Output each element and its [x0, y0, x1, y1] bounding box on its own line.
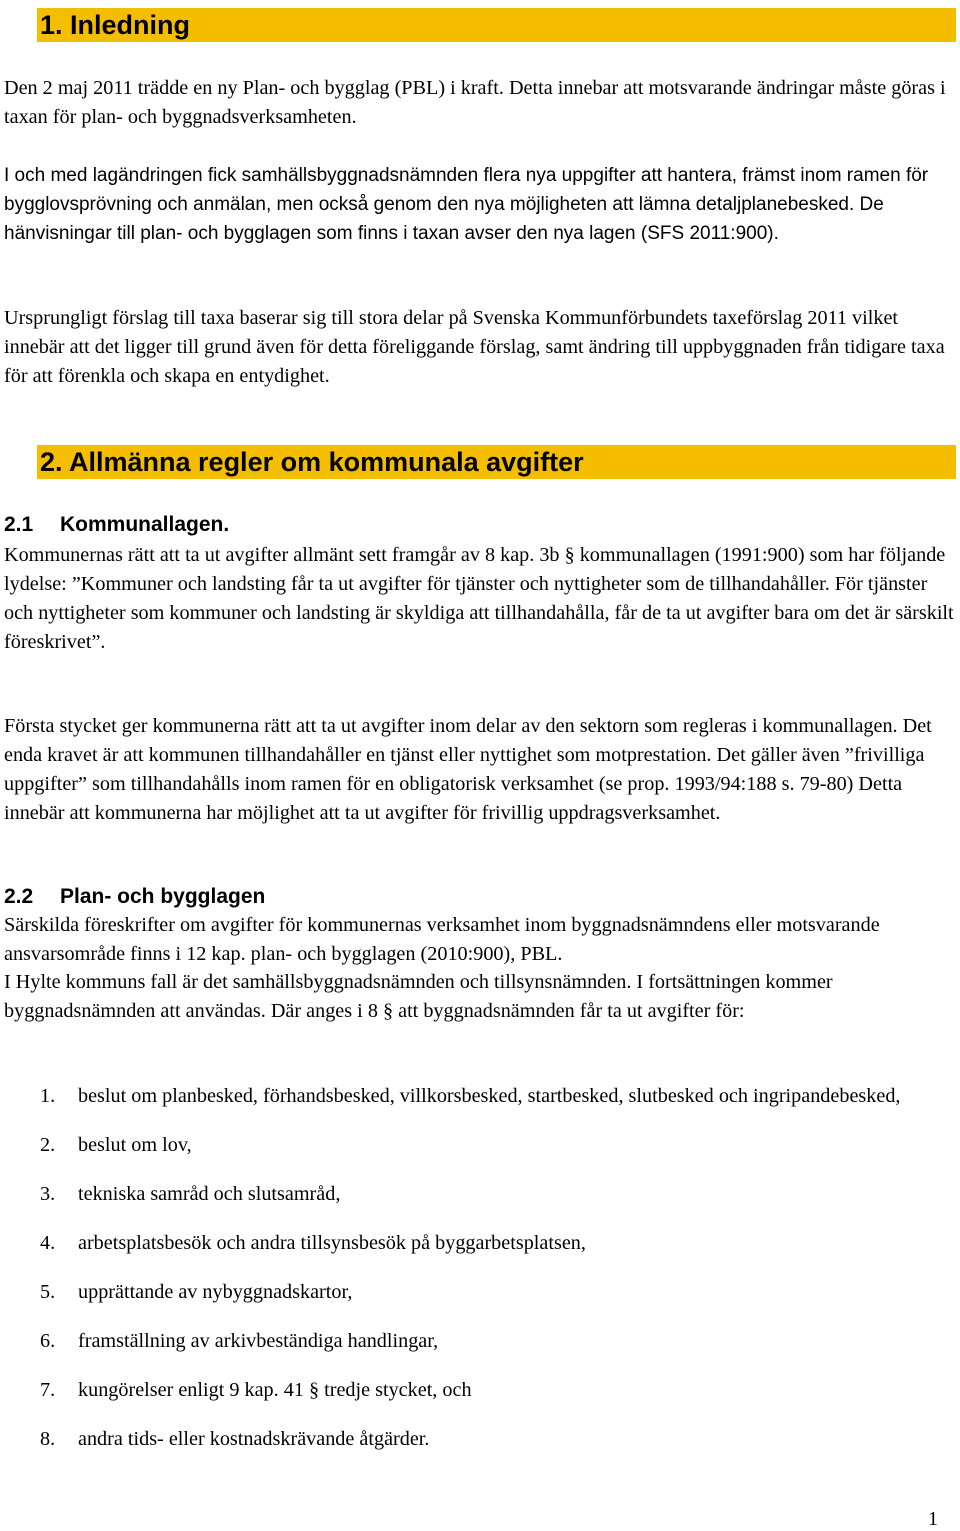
list-item [0, 1376, 950, 1405]
kommunallagen-paragraph-2: Första stycket ger kommunerna rätt att ta ut avgifter inom delar av den sektorn som regleras i kommunallagen. Det enda kravet är att kommunen tillhandahåller en tjänst eller nyttighet som motprestation. Det gäller även ”frivilliga uppgifter” som tillhandahålls inom ramen för en obligatorisk verksamhet (se prop. 1993/94:188 s. 79-80) Detta innebär att kommunerna har möjlighet att ta ut avgifter för frivillig uppdragsverksamhet. [4, 715, 932, 824]
list-number: 6. [40, 1330, 56, 1352]
list-number: 7. [40, 1379, 56, 1401]
kommunallagen-paragraph-1: Kommunernas rätt att ta ut avgifter allmänt sett framgår av 8 kap. 3b § kommunallagen (1991:900) som har följande lydelse: ”Kommuner och landsting får ta ut avgifter för tjänster och nyttigheter som de tillhandahåller. För tjänster och nyttigheter som kommuner och landsting är skyldiga att tillhandahålla, får de ta ut avgifter bara om det är särskilt föreskrivet”. [4, 544, 954, 653]
list-number: 8. [40, 1428, 56, 1450]
subsection-title: Plan- och bygglagen [60, 885, 266, 908]
subsection-2-2-heading [4, 883, 265, 911]
pbl-paragraph-1: Särskilda föreskrifter om avgifter för kommunernas verksamhet inom byggnadsnämndens eller motsvarande ansvarsområde finns i 12 kap. plan- och bygglagen (2010:900), PBL. [4, 914, 880, 965]
intro-paragraph-1: Den 2 maj 2011 trädde en ny Plan- och bygglag (PBL) i kraft. Detta innebar att motsvarande ändringar måste göras i taxan för plan- och byggnadsverksamheten. [4, 77, 946, 128]
subsection-number: 2.2 [4, 885, 34, 908]
list-item [0, 1229, 950, 1258]
subsection-number: 2.1 [4, 513, 34, 536]
pbl-paragraph-2: I Hylte kommuns fall är det samhällsbyggnadsnämnden och tillsynsnämnden. I fortsättningen kommer byggnadsnämnden att användas. Där anges i 8 § att byggnadsnämnden får ta ut avgifter för: [4, 971, 833, 1022]
intro-paragraph-2: I och med lagändringen fick samhällsbyggnadsnämnden flera nya uppgifter att hantera, främst inom ramen för bygglovsprövning och anmälan, men också genom den nya möjligheten att lämna detaljplanebesked. De hänvisningar till plan- och bygglagen som finns i taxan avser den nya lagen (SFS 2011:900). [4, 165, 929, 244]
list-number: 4. [40, 1232, 56, 1254]
list-text: andra tids- eller kostnadskrävande åtgärder. [78, 1428, 430, 1450]
list-text: beslut om planbesked, förhandsbesked, villkorsbesked, startbesked, slutbesked och ingripandebesked, [78, 1085, 901, 1107]
subsection-2-1-heading [4, 511, 229, 539]
section-2-heading: 2. Allmänna regler om kommunala avgifter [37, 445, 956, 479]
list-item [0, 1180, 950, 1209]
list-item [0, 1131, 950, 1160]
list-text: upprättande av nybyggnadskartor, [78, 1281, 353, 1303]
page-number: 1 [928, 1508, 938, 1530]
list-item [0, 1082, 950, 1111]
list-item [0, 1278, 950, 1307]
list-number: 5. [40, 1281, 56, 1303]
list-text: tekniska samråd och slutsamråd, [78, 1183, 341, 1205]
subsection-title: Kommunallagen. [60, 513, 230, 536]
list-text: framställning av arkivbeständiga handlingar, [78, 1330, 439, 1352]
list-text: kungörelser enligt 9 kap. 41 § tredje stycket, och [78, 1379, 472, 1401]
list-text: beslut om lov, [78, 1134, 192, 1156]
list-number: 1. [40, 1085, 56, 1107]
list-number: 3. [40, 1183, 56, 1205]
fee-items-list [0, 1082, 950, 1474]
list-text: arbetsplatsbesök och andra tillsynsbesök på byggarbetsplatsen, [78, 1232, 586, 1254]
list-item [0, 1327, 950, 1356]
list-number: 2. [40, 1134, 56, 1156]
intro-paragraph-3: Ursprungligt förslag till taxa baserar sig till stora delar på Svenska Kommunförbundets taxeförslag 2011 vilket innebär att det ligger till grund även för detta föreliggande förslag, samt ändring till uppbyggnaden från tidigare taxa för att förenkla och skapa en entydighet. [4, 307, 945, 387]
section-1-heading: 1. Inledning [37, 8, 956, 42]
list-item [0, 1425, 950, 1454]
